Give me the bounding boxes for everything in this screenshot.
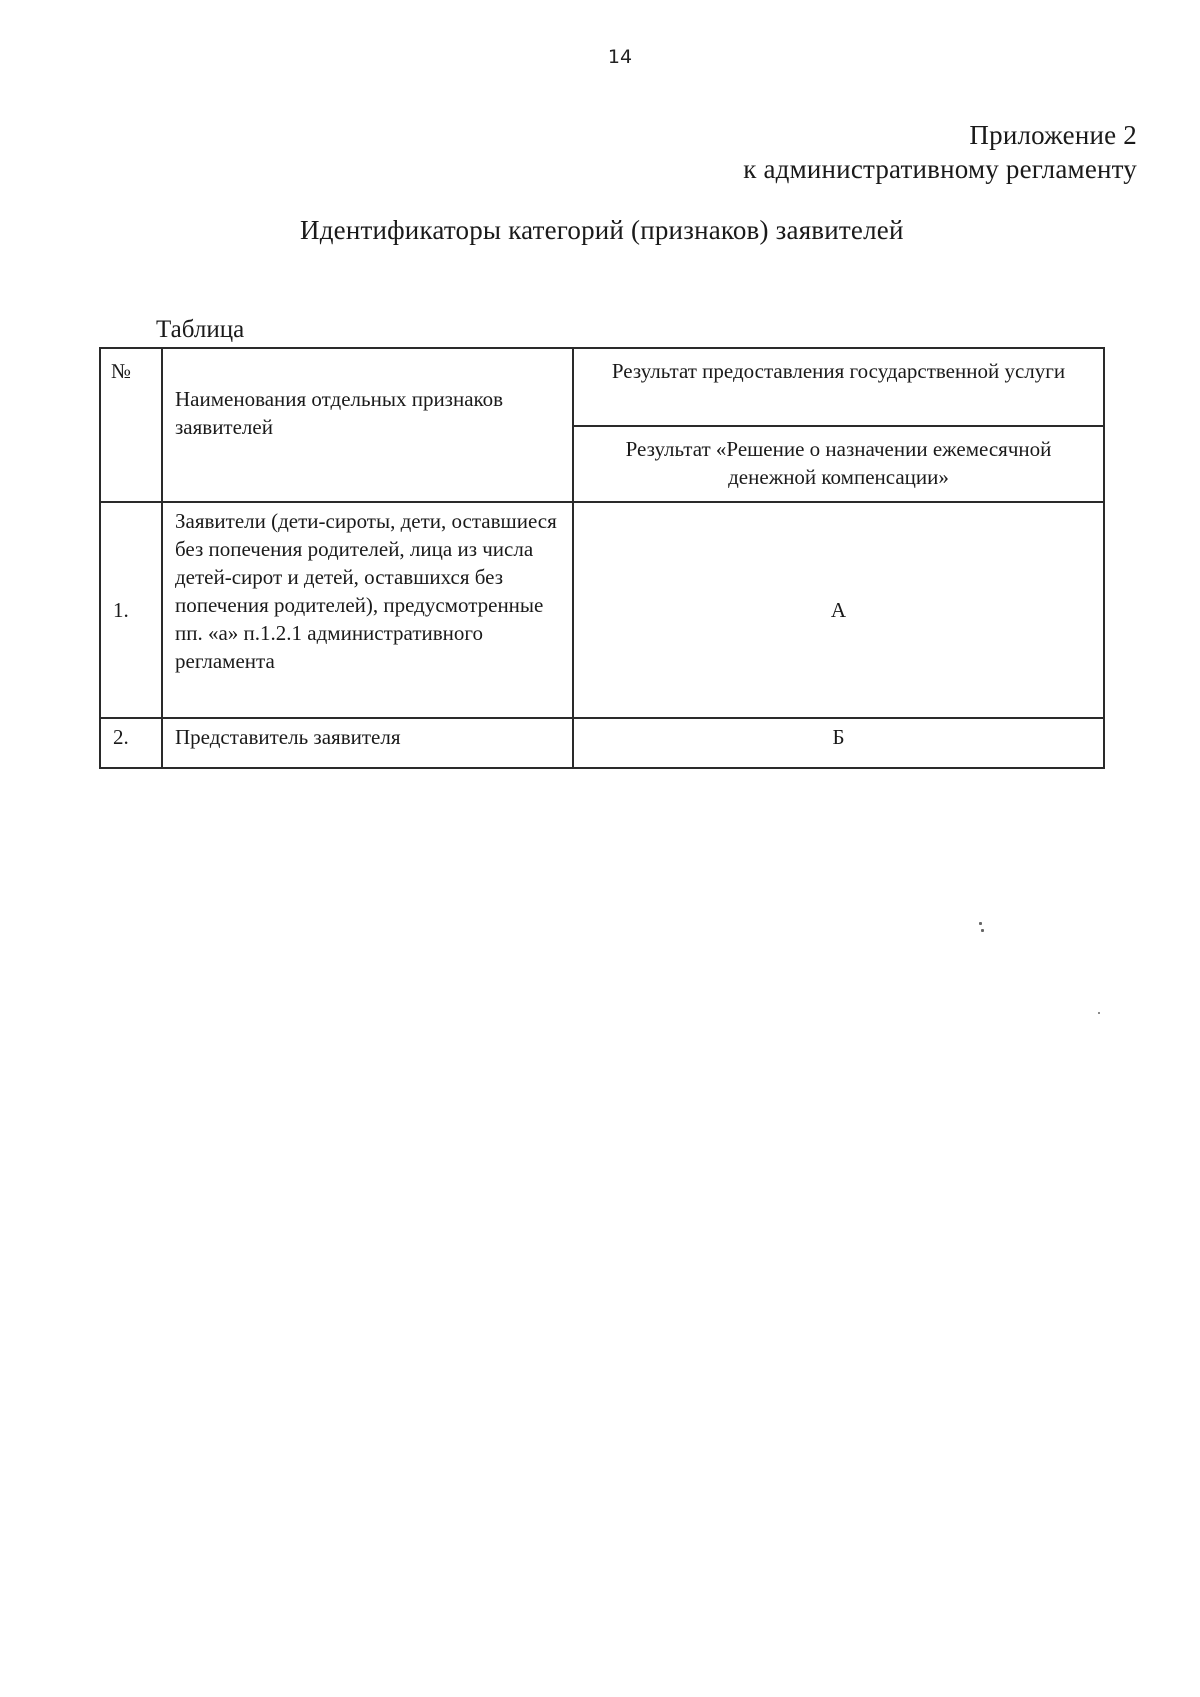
scan-speck: [1098, 1012, 1100, 1014]
document-title: Идентификаторы категорий (признаков) заявителей: [300, 215, 904, 245]
scan-speck: [979, 922, 982, 925]
row-name-cell: Заявители (дети-сироты, дети, оставшиеся без попечения родителей, лица из числа детей-сирот и детей, оставшихся без попечения родителей), предусмотренные пп. «а» п.1.2.1 административного регламента: [162, 502, 573, 718]
table-row: [100, 502, 1104, 718]
appendix-line-1: Приложение 2: [969, 120, 1137, 150]
identifiers-table: [99, 347, 1105, 769]
appendix-line-2: к административному регламенту: [743, 154, 1137, 184]
scan-speck: [981, 929, 984, 932]
table-row: [100, 718, 1104, 768]
appendix-heading: [743, 118, 1137, 186]
row-number-cell: 1.: [100, 502, 162, 718]
row-result-cell: Б: [573, 718, 1104, 768]
header-number-cell: №: [100, 348, 162, 502]
table-caption: Таблица: [156, 316, 245, 343]
header-result-group-cell: Результат предоставления государственной услуги: [573, 348, 1104, 426]
header-name-cell: Наименования отдельных признаков заявителей: [162, 348, 573, 502]
row-number-cell: 2.: [100, 718, 162, 768]
header-result-sub-cell: Результат «Решение о назначении ежемесячной денежной компенсации»: [573, 426, 1104, 502]
table-header-row: [100, 348, 1104, 426]
page-number: 14: [607, 46, 633, 68]
row-result-cell: А: [573, 502, 1104, 718]
row-name-cell: Представитель заявителя: [162, 718, 573, 768]
